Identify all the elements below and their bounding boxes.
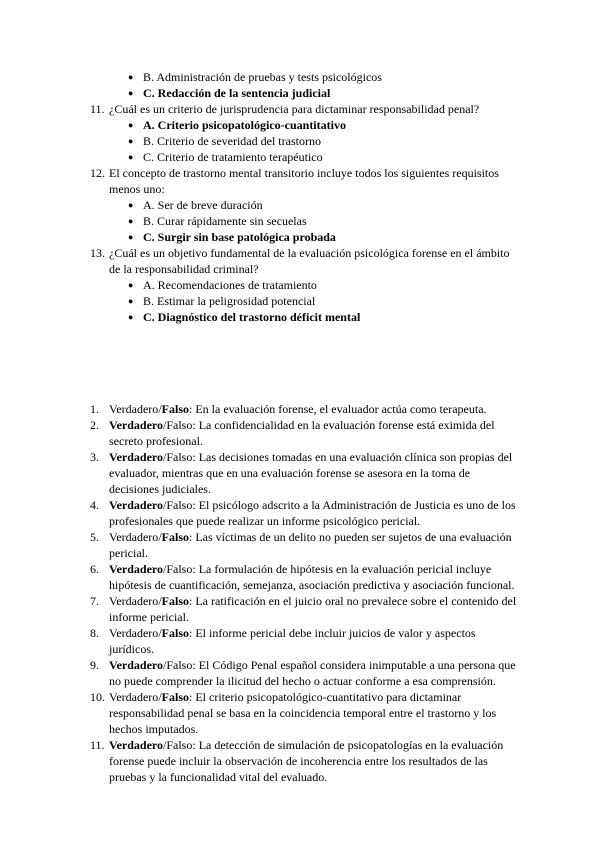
statement-body: : La ratificación en el juicio oral no prevalece sobre el contenido del informe pericial. [109, 594, 517, 624]
statement-number: 6. [90, 562, 99, 576]
answer-falso: Falso [166, 562, 193, 576]
answer-falso: Falso [161, 626, 189, 640]
answer-verdadero: Verdadero [109, 626, 159, 640]
option-item [128, 133, 510, 149]
option-text: B. Estimar la peligrosidad potencial [143, 294, 316, 308]
bullet-icon: ● [128, 296, 134, 306]
statement-text: Verdadero/Falso: En la evaluación forense, el evaluador actúa como terapeuta. [109, 402, 487, 416]
tf-statement [90, 737, 522, 785]
statement-number: 7. [90, 594, 99, 608]
statement-number: 10. [90, 690, 105, 704]
option-text: A. Ser de breve duración [143, 198, 263, 212]
answer-falso: Falso [161, 594, 189, 608]
option-item [128, 213, 510, 229]
statement-number: 5. [90, 530, 99, 544]
bullet-icon: ● [128, 200, 134, 210]
bullet-icon: ● [128, 312, 134, 322]
bullet-icon: ● [128, 280, 134, 290]
answer-falso: Falso [166, 738, 193, 752]
statement-number: 1. [90, 402, 99, 416]
answer-verdadero: Verdadero [109, 498, 163, 512]
question-text: ¿Cuál es un objetivo fundamental de la evaluación psicológica forense en el ámbito de la responsabilidad criminal? [109, 246, 510, 276]
statement-text: Verdadero/Falso: La detección de simulación de psicopatologías en la evaluación forense puede incluir la observación de incoherencia entre los resultados de las pruebas y la funcionalidad vital del evaluado. [109, 738, 504, 784]
answer-verdadero: Verdadero [109, 738, 163, 752]
statement-number: 9. [90, 658, 99, 672]
answer-verdadero: Verdadero [109, 530, 159, 544]
option-item-correct [128, 117, 510, 133]
option-text: C. Redacción de la sentencia judicial [143, 86, 331, 100]
answer-falso: Falso [166, 498, 193, 512]
tf-statement [90, 689, 522, 737]
statement-body: : La confidencialidad en la evaluación forense está eximida del secreto profesional. [109, 418, 495, 448]
answer-falso: Falso [166, 658, 193, 672]
bullet-icon: ● [128, 120, 134, 130]
answer-verdadero: Verdadero [109, 450, 163, 464]
answer-verdadero: Verdadero [109, 690, 159, 704]
answer-falso: Falso [161, 530, 189, 544]
option-text: A. Recomendaciones de tratamiento [143, 278, 317, 292]
answer-verdadero: Verdadero [109, 562, 163, 576]
statement-text: Verdadero/Falso: El Código Penal español considera inimputable a una persona que no puede comprender la ilicitud del hecho o actuar conforme a esa comprensión. [109, 658, 516, 688]
bullet-icon: ● [128, 232, 134, 242]
statement-text: Verdadero/Falso: El criterio psicopatológico-cuantitativo para dictaminar responsabilidad penal se basa en la coincidencia temporal entre el trastorno y los hechos imputados. [109, 690, 497, 736]
statement-body: : El psicólogo adscrito a la Administración de Justicia es uno de los profesionales que puede realizar un informe psicológico pericial. [109, 498, 516, 528]
statement-body: : En la evaluación forense, el evaluador actúa como terapeuta. [189, 402, 487, 416]
question-11 [90, 101, 510, 165]
option-item [128, 149, 510, 165]
answer-falso: Falso [161, 690, 189, 704]
tf-statement [90, 449, 522, 497]
statement-text: Verdadero/Falso: La confidencialidad en la evaluación forense está eximida del secreto profesional. [109, 418, 495, 448]
true-false-section [90, 401, 522, 785]
statement-body: : Las víctimas de un delito no pueden ser sujetos de una evaluación pericial. [109, 530, 512, 560]
option-item [128, 69, 510, 85]
statement-text: Verdadero/Falso: Las decisiones tomadas en una evaluación clínica son propias del evaluador, mientras que en una evaluación forense se asesora en la toma de decisiones judiciales. [109, 450, 513, 496]
bullet-icon: ● [128, 72, 134, 82]
statement-text: Verdadero/Falso: La formulación de hipótesis en la evaluación pericial incluye hipótesis de cuantificación, semejanza, asociación predictiva y asociación funcional. [109, 562, 515, 592]
option-text: B. Administración de pruebas y tests psicológicos [143, 70, 382, 84]
prev-question-options [90, 69, 510, 101]
answer-falso: Falso [161, 402, 189, 416]
option-text: B. Criterio de severidad del trastorno [143, 134, 321, 148]
option-text: C. Surgir sin base patológica probada [143, 230, 336, 244]
option-item [128, 197, 510, 213]
statement-body: : La formulación de hipótesis en la evaluación pericial incluye hipótesis de cuantificación, semejanza, asociación predictiva y asociación funcional. [109, 562, 515, 592]
bullet-icon: ● [128, 136, 134, 146]
statement-number: 4. [90, 498, 99, 512]
statement-body: : La detección de simulación de psicopatologías en la evaluación forense puede incluir la observación de incoherencia entre los resultados de las pruebas y la funcionalidad vital del evaluado. [109, 738, 504, 784]
question-number: 12. [90, 166, 105, 180]
statement-text: Verdadero/Falso: Las víctimas de un delito no pueden ser sujetos de una evaluación pericial. [109, 530, 512, 560]
option-text: A. Criterio psicopatológico-cuantitativo [143, 118, 346, 132]
statement-number: 8. [90, 626, 99, 640]
bullet-icon: ● [128, 152, 134, 162]
option-item-correct [128, 229, 510, 245]
tf-statement [90, 497, 522, 529]
answer-falso: Falso [166, 450, 193, 464]
answer-verdadero: Verdadero [109, 594, 159, 608]
multiple-choice-section [90, 69, 510, 325]
option-item [128, 293, 510, 309]
tf-statement [90, 529, 522, 561]
tf-statement [90, 625, 522, 657]
question-text: El concepto de trastorno mental transitorio incluye todos los siguientes requisitos menos uno: [109, 166, 499, 196]
question-number: 11. [90, 102, 105, 116]
option-item-correct [128, 309, 510, 325]
tf-statement [90, 561, 522, 593]
statement-body: : El criterio psicopatológico-cuantitativo para dictaminar responsabilidad penal se basa en la coincidencia temporal entre el trastorno y los hechos imputados. [109, 690, 497, 736]
answer-falso: Falso [166, 418, 193, 432]
statement-text: Verdadero/Falso: El informe pericial debe incluir juicios de valor y aspectos jurídicos. [109, 626, 476, 656]
option-text: B. Curar rápidamente sin secuelas [143, 214, 307, 228]
option-text: C. Criterio de tratamiento terapéutico [143, 150, 323, 164]
answer-verdadero: Verdadero [109, 658, 163, 672]
question-12 [90, 165, 510, 245]
statement-body: : Las decisiones tomadas en una evaluación clínica son propias del evaluador, mientras que en una evaluación forense se asesora en la toma de decisiones judiciales. [109, 450, 513, 496]
tf-statement [90, 593, 522, 625]
statement-number: 11. [90, 738, 105, 752]
answer-verdadero: Verdadero [109, 402, 159, 416]
tf-statement [90, 401, 522, 417]
statement-body: : El Código Penal español considera inimputable a una persona que no puede comprender la ilicitud del hecho o actuar conforme a esa comprensión. [109, 658, 516, 688]
question-13 [90, 245, 510, 325]
question-text: ¿Cuál es un criterio de jurisprudencia para dictaminar responsabilidad penal? [109, 102, 480, 116]
statement-number: 3. [90, 450, 99, 464]
question-number: 13. [90, 246, 105, 260]
statement-number: 2. [90, 418, 99, 432]
tf-statement [90, 417, 522, 449]
statement-body: : El informe pericial debe incluir juicios de valor y aspectos jurídicos. [109, 626, 476, 656]
option-text: C. Diagnóstico del trastorno déficit mental [143, 310, 361, 324]
option-item-correct [128, 85, 510, 101]
statement-text: Verdadero/Falso: El psicólogo adscrito a la Administración de Justicia es uno de los profesionales que puede realizar un informe psicológico pericial. [109, 498, 516, 528]
bullet-icon: ● [128, 216, 134, 226]
bullet-icon: ● [128, 88, 134, 98]
option-item [128, 277, 510, 293]
statement-text: Verdadero/Falso: La ratificación en el juicio oral no prevalece sobre el contenido del informe pericial. [109, 594, 517, 624]
answer-verdadero: Verdadero [109, 418, 163, 432]
tf-statement [90, 657, 522, 689]
